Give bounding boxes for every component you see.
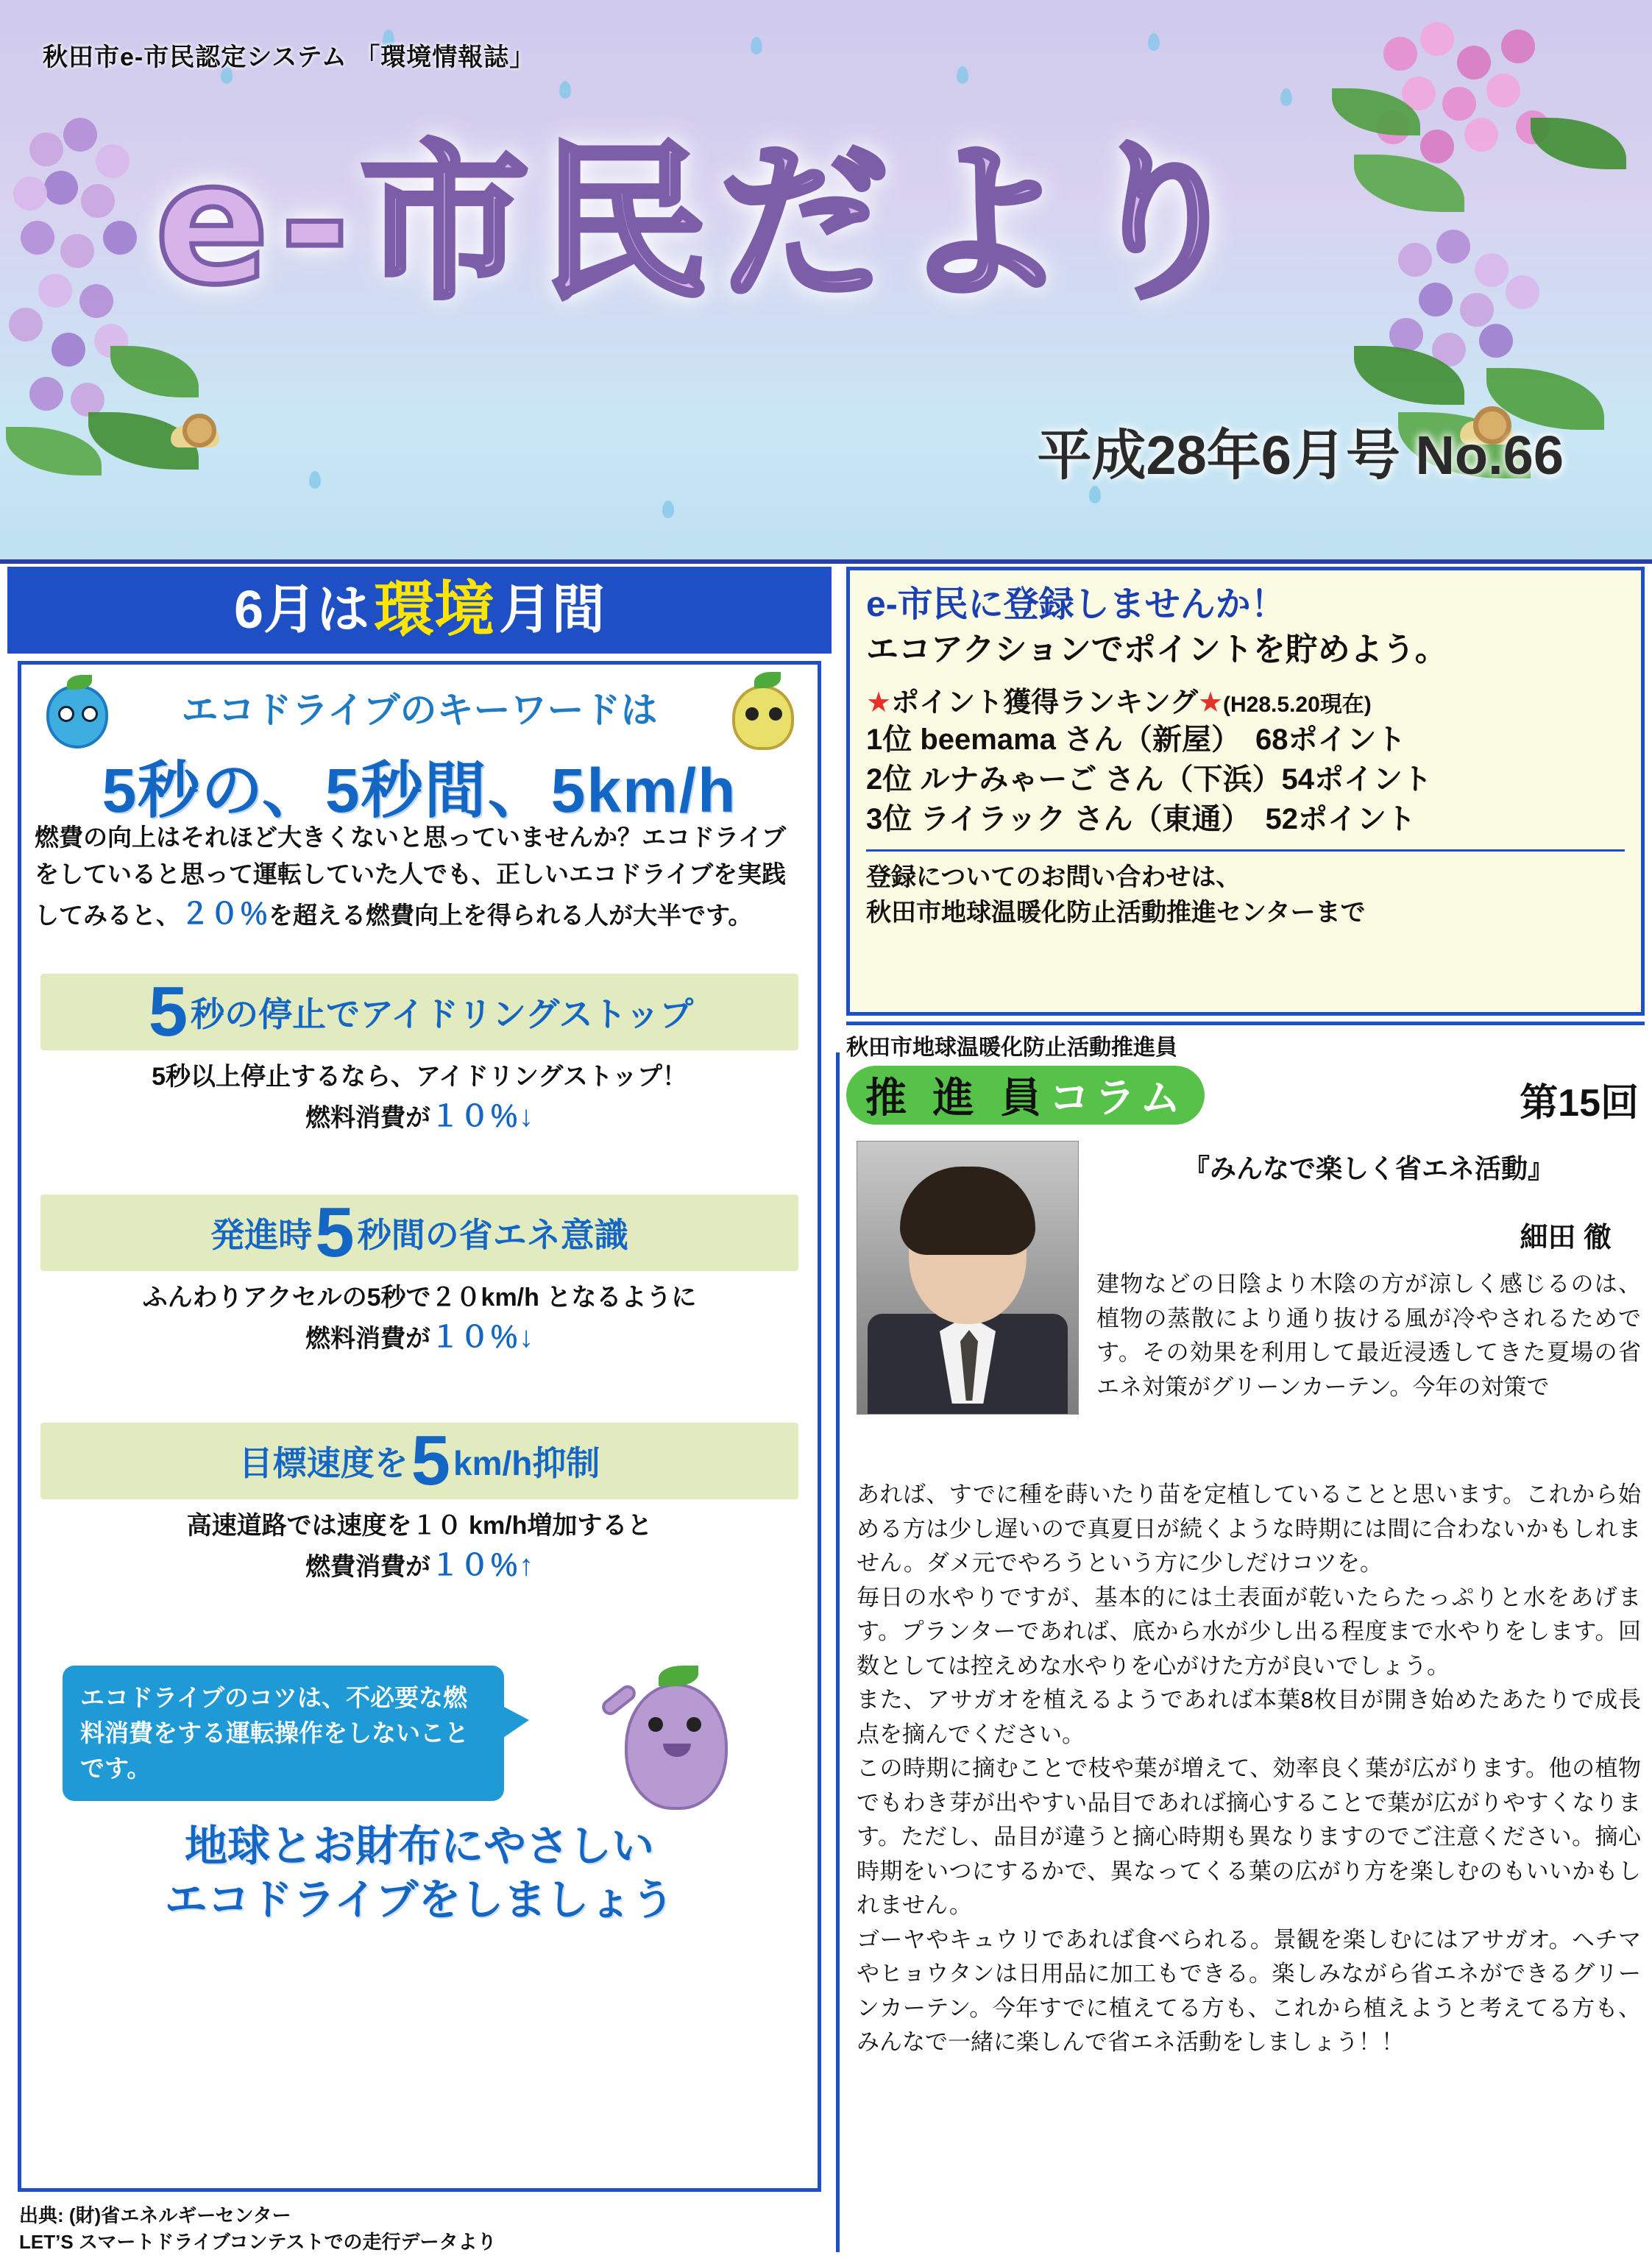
tip-1-number: 5 xyxy=(148,972,188,1051)
ranking-row-1: 1位 beemama さん（新屋） 68ポイント xyxy=(866,723,1406,757)
contact-line-1: 登録についてのお問い合わせは、 xyxy=(866,863,1241,892)
tip-3-sub2-num: １０％↑ xyxy=(430,1549,533,1582)
tip-1-sub-line1: 5秒以上停止するなら、アイドリングストップ！ xyxy=(152,1063,687,1091)
source-line-1: 出典: (財)省エネルギーセンター xyxy=(19,2204,291,2226)
column-paragraph-5: ゴーヤやキュウリであれば食べられる。景観を楽しむにはアサガオ。ヘチマやヒョウタンは日用品に加工もできる。楽しみながら省エネができるグリーンカーテン。今年すでに植えてる方も、これから植えようと考えてる方も、みんなで一緒に楽しんで省エネ活動をしましょう！！ xyxy=(857,1926,1641,2055)
banner-part1: 6月は xyxy=(233,581,369,640)
eggplant-mascot-icon xyxy=(595,1643,750,1813)
lead-percent: ２０％ xyxy=(180,898,269,930)
tip-2-sub2-pre: 燃料消費が xyxy=(305,1325,430,1354)
tip-1-band xyxy=(40,974,798,1050)
tip-2-band xyxy=(40,1192,798,1272)
author-photo xyxy=(857,1141,1079,1415)
tip-3-sub-line1: 高速道路では速度を１０ km/h増加すると xyxy=(186,1512,653,1540)
tip-3-sub2-pre: 燃費消費が xyxy=(305,1553,430,1582)
tip-3-post: km/h抑制 xyxy=(453,1444,600,1482)
lead-paragraph xyxy=(35,819,807,936)
left-column xyxy=(7,567,832,2252)
tip-3-number: 5 xyxy=(411,1420,450,1500)
right-column xyxy=(846,567,1645,2252)
banner-highlight: 環境 xyxy=(374,576,495,643)
page-title: e-市民だより xyxy=(155,126,1258,322)
tip-2-number: 5 xyxy=(315,1192,355,1272)
eco-drive-panel xyxy=(18,661,821,2192)
divider-horizontal xyxy=(846,1022,1645,1025)
contact-line-2: 秋田市地球温暖化防止活動推進センターまで xyxy=(866,898,1366,927)
banner-part2: 月間 xyxy=(499,581,606,640)
source-note xyxy=(19,2202,829,2256)
column-paragraph-2: 毎日の水やりですが、基本的には土表面が乾いたらたっぷりと水をあげます。プランターであれば、底から水が少し出る程度まで水やりをします。回数としては控えめな水やりを心がけた方が良いでしょう。 xyxy=(857,1584,1641,1679)
closing-line-2: エコドライブをしましょう xyxy=(164,1875,675,1924)
tip-1-post: 秒の停止でアイドリングストップ xyxy=(191,995,694,1033)
column-paragraph-1: あれば、すでに種を蒔いたり苗を定植していることと思います。これから始める方は少し遅いので真夏日が続くような時期には間に合わないかもしれません。ダメ元でやろうという方に少しだけコツを。 xyxy=(857,1482,1641,1576)
registration-panel xyxy=(846,567,1645,1016)
column-issue-no: 第15回 xyxy=(1520,1082,1639,1125)
keyword-headline: 5秒の、5秒間、5km/h xyxy=(102,756,737,825)
environment-month-banner xyxy=(7,567,832,654)
keyword-label: エコドライブのキーワードは xyxy=(181,690,658,731)
tip-1-sub2-num: １０％↓ xyxy=(430,1100,533,1133)
tip-3-sub-line2 xyxy=(40,1544,798,1587)
closing-line-1: 地球とお財布にやさしい xyxy=(184,1822,654,1870)
tip-3-band xyxy=(40,1420,798,1500)
tip-2-sub2-num: １０％↓ xyxy=(430,1321,533,1354)
tip-1-sub-line2 xyxy=(40,1095,798,1138)
divider-vertical xyxy=(836,1052,840,2252)
tip-speech-bubble: エコドライブのコツは、不必要な燃料消費をする運転操作をしないことです。 xyxy=(63,1666,504,1801)
star-icon-right: ★ xyxy=(1197,687,1224,719)
source-line-2: LET’S スマートドライブコンテストでの走行データより xyxy=(19,2231,497,2254)
registration-contact xyxy=(866,849,1625,930)
tip-3-pre: 目標速度を xyxy=(238,1444,408,1482)
lead-text: 燃費の向上はそれほど大きくないと思っていませんか？エコドライブをしていると思って運転していた人でも、正しいエコドライブを実践してみると、 xyxy=(35,824,787,929)
tip-card-3 xyxy=(40,1420,798,1587)
ranking-label: ポイント獲得ランキング xyxy=(891,687,1198,719)
tip-1-sub2-pre: 燃料消費が xyxy=(305,1104,430,1133)
column-subtitle: 『みんなで楽しく省エネ活動』 xyxy=(1183,1153,1554,1183)
photo-hair xyxy=(900,1167,1035,1255)
tip-1-sub xyxy=(40,1059,798,1138)
column-kicker: 秋田市地球温暖化防止活動推進員 xyxy=(846,1036,1177,1060)
tip-card-1 xyxy=(40,974,798,1138)
registration-subtitle: エコアクションでポイントを貯めよう。 xyxy=(866,631,1447,668)
tip-2-sub-line2 xyxy=(40,1316,798,1359)
ranking-heading xyxy=(866,679,1625,720)
column-pill-right: コラム xyxy=(1049,1075,1185,1121)
ranking-row-2: 2位 ルナみゃーご さん（下浜）54ポイント xyxy=(866,763,1432,796)
ranking-asof: (H28.5.20現在) xyxy=(1223,693,1372,718)
column-pill-left: 推 進 員 xyxy=(865,1075,1049,1121)
issue-label: 平成28年6月号 No.66 xyxy=(1037,425,1564,486)
system-label: 秋田市e-市民認定システム 「環境情報誌」 xyxy=(43,43,536,71)
closing-message xyxy=(21,1820,818,1927)
column-body-rest xyxy=(857,1478,1641,2060)
column-title-pill xyxy=(846,1066,1205,1125)
column-author: 細田 徹 xyxy=(1520,1223,1612,1253)
tip-3-sub xyxy=(40,1508,798,1587)
tip-2-post: 秒間の省エネ意識 xyxy=(357,1216,628,1254)
column-body-top: 建物などの日陰より木陰の方が涼しく感じるのは、植物の蒸散により通り抜ける風が冷やされるためです。その効果を利用して最近浸透してきた夏場の省エネ対策がグリーンカーテン。今年の対策で xyxy=(1096,1271,1641,1400)
tip-2-pre: 発進時 xyxy=(210,1216,313,1254)
snail-left-icon xyxy=(171,409,230,449)
lead-tail: を超える燃費向上を得られる人が大半です。 xyxy=(269,902,753,929)
column-header xyxy=(846,1029,1645,1125)
registration-title: e-市民に登録しませんか！ xyxy=(866,585,1286,624)
page-header xyxy=(0,0,1652,564)
tip-card-2 xyxy=(40,1192,798,1359)
ranking-row-3: 3位 ライラック さん（東通） 52ポイント xyxy=(866,803,1416,836)
tip-2-sub xyxy=(40,1280,798,1359)
star-icon-left: ★ xyxy=(866,687,892,719)
tip-2-sub-line1: ふんわりアクセルの5秒で２０km/h となるように xyxy=(142,1284,697,1312)
column-paragraph-4: この時期に摘むことで枝や葉が増えて、効率良く葉が広がります。他の植物でもわき芽が出やすい品目であれば摘心することで葉が広がりやすくなります。ただし、品目が違うと摘心時期も異なりますのでご注意ください。摘心時期をいつにするかで、異なってくる葉の広がり方を楽しむのもいいかもしれません。 xyxy=(857,1755,1641,1918)
column-paragraph-3: また、アサガオを植えるようであれば本葉8枚目が開き始めたあたりで成長点を摘んでください。 xyxy=(857,1687,1641,1747)
